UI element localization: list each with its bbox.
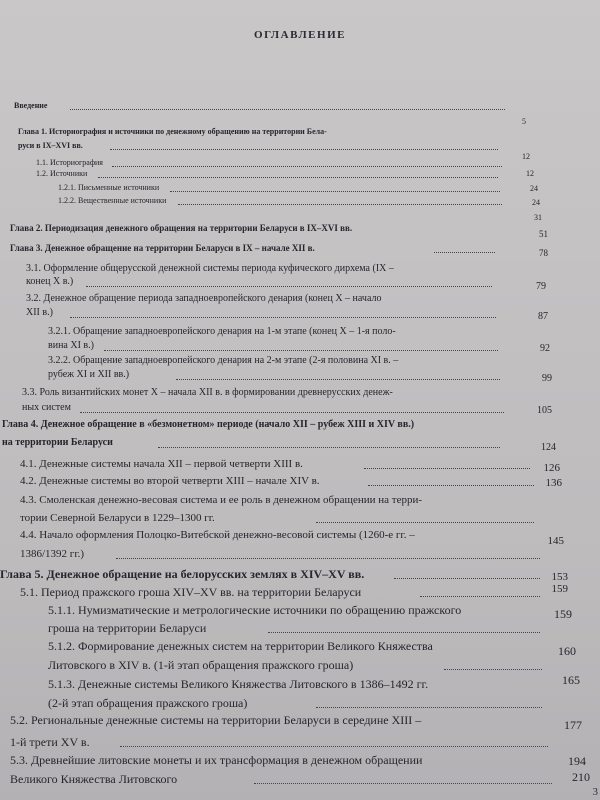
toc-page-number: 124 [541, 442, 556, 453]
dot-leader [158, 447, 500, 448]
dot-leader [170, 191, 500, 192]
toc-page-number: 145 [547, 535, 564, 547]
dot-leader [444, 669, 542, 670]
dot-leader [86, 286, 492, 287]
dot-leader [70, 317, 496, 318]
toc-page-number: 87 [538, 311, 548, 322]
dot-leader [420, 596, 540, 597]
dot-leader [316, 707, 542, 708]
toc-entry-text: 4.1. Денежные системы начала XII – первой четверти XIII в. [20, 458, 303, 470]
toc-entry-text: 1.2.1. Письменные источники [58, 183, 160, 192]
toc-entry-text: 4.4. Начало оформления Полоцко-Витебской денежно-весовой системы (1260-е гг. – [20, 529, 415, 541]
toc-page-number: 79 [536, 281, 546, 292]
toc-entry-text: 5.3. Древнейшие литовские монеты и их трансформация в денежном обращении [10, 753, 423, 767]
toc-entry-text: Глава 2. Периодизация денежного обращения на территории Беларуси в IX–XVI вв. [10, 223, 353, 233]
toc-page-number: 177 [564, 718, 582, 732]
toc-page-number: 136 [545, 477, 562, 489]
dot-leader [268, 632, 540, 633]
toc-page-number: 31 [534, 213, 542, 222]
toc-page-number: 99 [542, 373, 552, 384]
toc-page-number: 24 [530, 184, 538, 193]
toc-page-number: 159 [551, 583, 568, 595]
dot-leader [110, 149, 498, 150]
toc-entry-text: ных систем [22, 402, 71, 413]
page-number-corner: 3 [592, 786, 598, 798]
dot-leader [80, 412, 504, 413]
toc-entry-text: рубеж XI и XII вв.) [48, 369, 130, 380]
toc-page-number: 78 [539, 248, 548, 258]
toc-entry-text: конец X в.) [26, 276, 74, 287]
toc-entry-text: 1.2. Источники [36, 169, 88, 178]
toc-entry-text: 5.1.3. Денежные системы Великого Княжества Литовского в 1386–1492 гг. [48, 677, 429, 691]
dot-leader [316, 522, 534, 523]
dot-leader [70, 109, 505, 110]
toc-entry-text: 4.2. Денежные системы во второй четверти XIII – начале XIV в. [20, 475, 320, 487]
toc-page-number: 165 [562, 673, 580, 687]
toc-page-number: 126 [543, 462, 560, 474]
toc-page-number: 12 [526, 169, 534, 178]
toc-page-number: 12 [522, 152, 530, 161]
toc-entry-text: 5.1. Период пражского гроша XIV–XV вв. на территории Беларуси [20, 585, 362, 599]
page-title: ОГЛАВЛЕНИЕ [254, 29, 346, 41]
toc-entry-text: Великого Княжества Литовского [10, 772, 178, 786]
toc-entry-text: тории Северной Беларуси в 1229–1300 гг. [20, 512, 215, 524]
dot-leader [394, 578, 540, 579]
toc-entry-text: Глава 1. Историография и источники по денежному обращению на территории Бела- [18, 127, 327, 136]
toc-page-number: 51 [539, 229, 548, 239]
toc-entry-text: 1386/1392 гг.) [20, 548, 85, 560]
toc-page-number: 210 [572, 770, 590, 784]
toc-page-number: 160 [558, 644, 576, 658]
dot-leader [120, 746, 548, 747]
toc-entry-text: 3.2.1. Обращение западноевропейского денария на 1-м этапе (конец X – 1-я поло- [48, 326, 396, 337]
toc-entry-text: 5.1.1. Нумизматические и метрологические источники по обращению пражского [48, 603, 462, 617]
dot-leader [434, 252, 495, 253]
toc-entry-text: Введение [14, 101, 48, 110]
toc-entry-text: 1.2.2. Вещественные источники [58, 196, 167, 205]
toc-entry-text: 3.1. Оформление общерусской денежной системы периода куфического дирхема (IX – [26, 263, 394, 274]
toc-entry-text: на территории Беларуси [2, 437, 113, 448]
toc-entry-text: 3.3. Роль византийских монет X – начала XII в. в формировании древнерусских денеж- [22, 387, 393, 398]
toc-entry-text: 5.2. Региональные денежные системы на территории Беларуси в середине XIII – [10, 713, 422, 727]
dot-leader [254, 783, 552, 784]
dot-leader [178, 204, 502, 205]
toc-page-number: 159 [554, 607, 572, 621]
toc-entry-text: 3.2.2. Обращение западноевропейского денария на 2-м этапе (2-я половина XI в. – [48, 355, 399, 366]
dot-leader [368, 485, 534, 486]
toc-entry-text: 5.1.2. Формирование денежных систем на территории Великого Княжества [48, 639, 433, 653]
dot-leader [104, 350, 498, 351]
toc-entry-text: 1-й трети XV в. [10, 735, 90, 749]
toc-page-number: 92 [540, 343, 550, 354]
toc-entry-text: гроша на территории Беларуси [48, 621, 207, 635]
toc-entry-text: Литовского в XIV в. (1-й этап обращения пражского гроша) [48, 658, 354, 672]
dot-leader [98, 177, 498, 178]
dot-leader [364, 468, 530, 469]
toc-entry-text: 4.3. Смоленская денежно-весовая система и ее роль в денежном обращении на терри- [20, 494, 423, 506]
toc-entry-text: вина XI в.) [48, 340, 94, 351]
toc-entry-text: Глава 5. Денежное обращение на белорусских землях в XIV–XV вв. [0, 567, 365, 581]
toc-page-number: 153 [551, 571, 568, 583]
toc-entry-text: XII в.) [26, 307, 53, 318]
toc-page-number: 194 [568, 754, 586, 768]
toc-entry-text: (2-й этап обращения пражского гроша) [48, 696, 248, 710]
toc-entry-text: 1.1. Историография [36, 158, 103, 167]
toc-page-number: 24 [532, 198, 540, 207]
dot-leader [112, 166, 502, 167]
toc-entry-text: руси в IX–XVI вв. [18, 141, 83, 150]
toc-entry-text: Глава 4. Денежное обращение в «безмонетном» периоде (начало XII – рубеж XIII и XIV вв.) [2, 419, 415, 430]
toc-page-number: 105 [537, 405, 552, 416]
toc-entry-text: Глава 3. Денежное обращение на территории Беларуси в IX – начале XII в. [10, 243, 315, 253]
dot-leader [176, 379, 500, 380]
toc-entry-text: 3.2. Денежное обращение периода западноевропейского денария (конец X – начало [26, 293, 382, 304]
toc-page-number: 5 [522, 117, 526, 126]
dot-leader [116, 558, 540, 559]
